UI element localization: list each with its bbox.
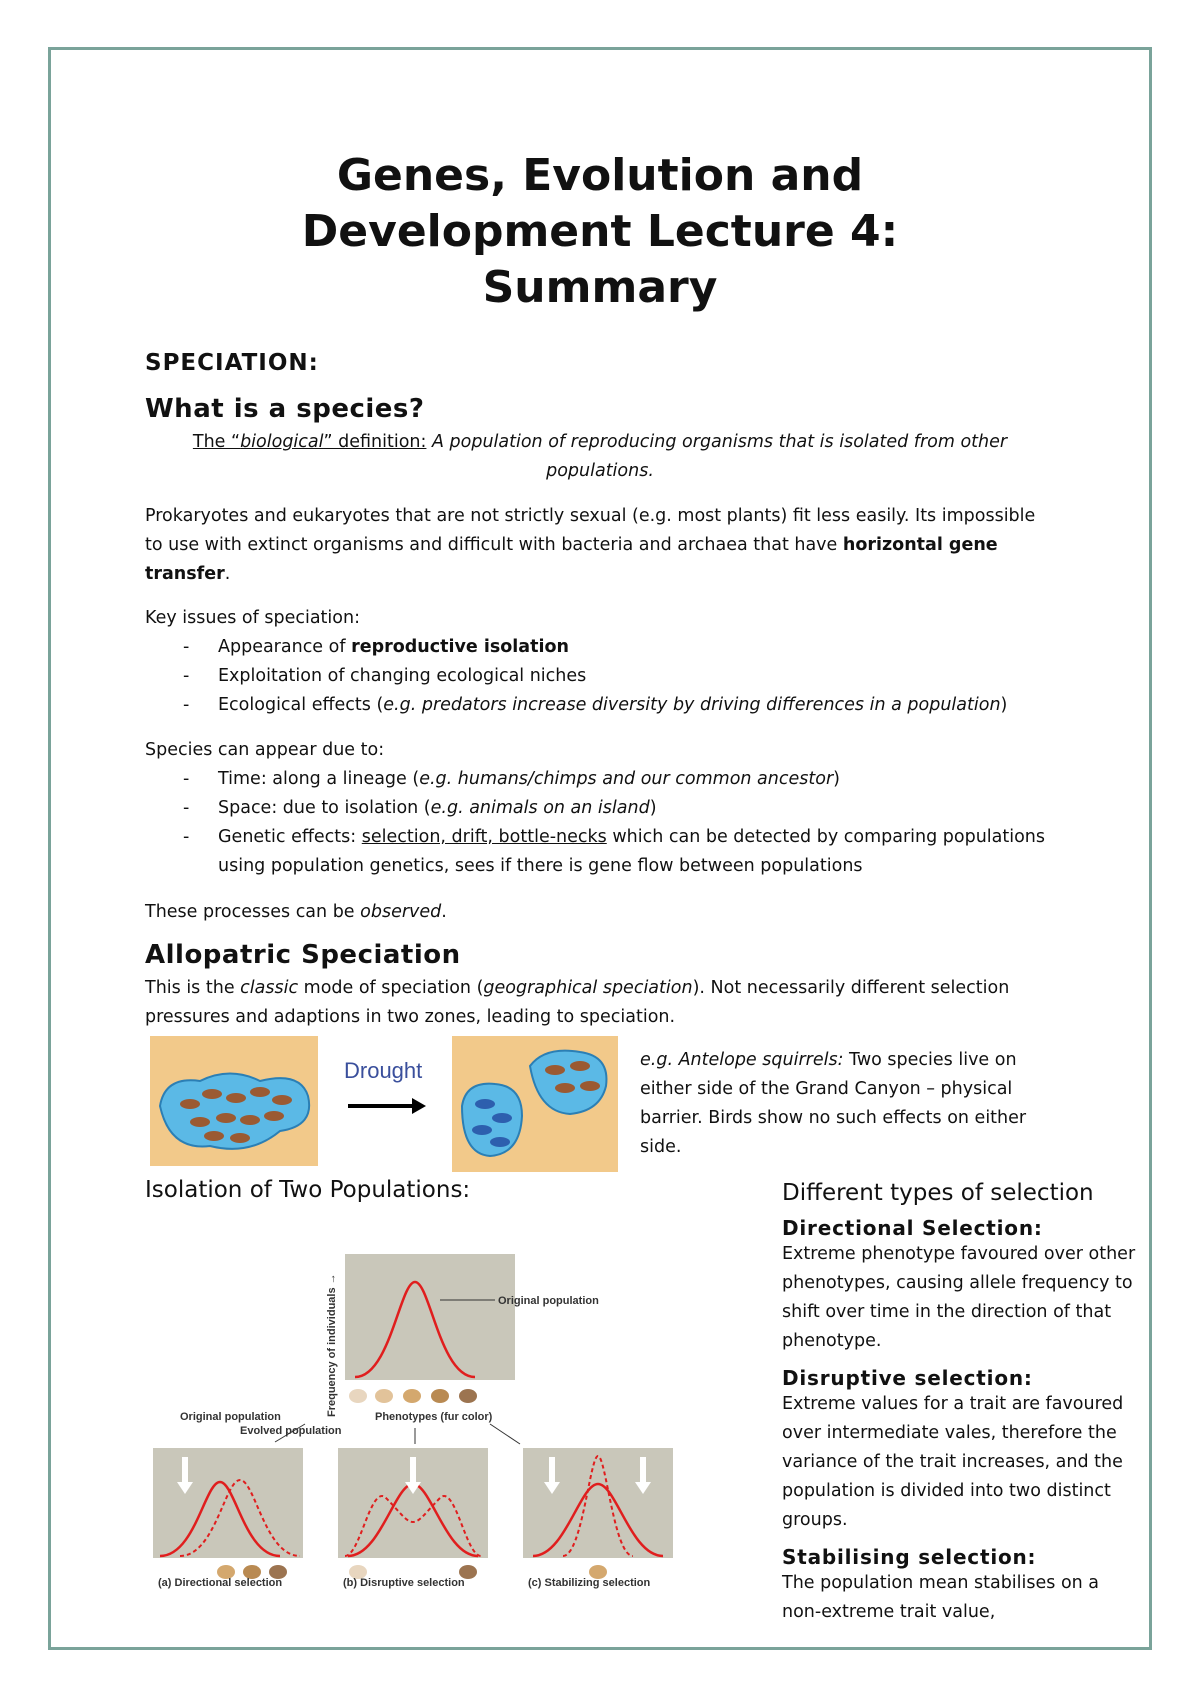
plot-a — [153, 1448, 303, 1558]
allopatric-paragraph: This is the classic mode of speciation (geographical speciation). Not necessarily different selection pressures and adaptions in two zones, leading to speciation. — [145, 978, 1010, 1027]
y-axis-label: Frequency of individuals → — [326, 1273, 338, 1417]
list-item: - Time: along a lineage (e.g. humans/chimps and our common ancestor) — [145, 765, 1045, 794]
key-issues-block — [145, 604, 1075, 720]
directional-text: Extreme phenotype favoured over other phenotypes, causing allele frequency to shift over time in the direction of that phenotype. — [782, 1244, 1136, 1351]
plot-c — [523, 1448, 673, 1558]
definition-label: The “biological” definition: — [192, 432, 427, 452]
stabilising-text: The population mean stabilises on a non-extreme trait value, — [782, 1573, 1100, 1622]
caption-a: (a) Directional selection — [158, 1577, 283, 1589]
biological-definition — [160, 428, 1040, 486]
plot-c-arrow-right — [640, 1457, 646, 1483]
definition-text: A population of reproducing organisms that is isolated from other populations. — [426, 432, 1008, 481]
arrow-head — [412, 1098, 426, 1114]
original-small-label: Original population — [180, 1411, 281, 1423]
caption-c: (c) Stabilizing selection — [528, 1577, 651, 1589]
original-population-label: Original population — [498, 1295, 599, 1307]
key-issues-list — [145, 633, 1075, 720]
title-line-3: Summary — [482, 262, 718, 313]
page-title — [0, 148, 1200, 316]
directional-heading: Directional Selection: — [782, 1216, 1043, 1240]
mouse-row-top — [349, 1389, 477, 1403]
plot-b-arrow — [410, 1457, 416, 1483]
squirrel-example: e.g. Antelope squirrels: Two species live on either side of the Grand Canyon – physical barrier. Birds show no such effects on either side. — [640, 1050, 1027, 1157]
selection-figure — [150, 1212, 680, 1590]
plot-a-bg — [153, 1448, 303, 1558]
drought-label: Drought — [344, 1058, 423, 1083]
observed-line: These processes can be observed. — [145, 902, 447, 922]
arrow-to-c — [490, 1424, 520, 1444]
species-appear-list — [145, 765, 1045, 881]
disruptive-heading: Disruptive selection: — [782, 1366, 1033, 1390]
allopatric-heading: Allopatric Speciation — [145, 940, 461, 970]
list-item: - Genetic effects: selection, drift, bottle-necks which can be detected by comparing populations using population genetics, sees if there is gene flow between populations — [145, 823, 1045, 881]
species-appear-intro: Species can appear due to: — [145, 740, 385, 760]
list-item: - Exploitation of changing ecological niches — [145, 662, 1075, 691]
isolation-heading: Isolation of Two Populations: — [145, 1177, 471, 1203]
evolved-small-label: Evolved population — [240, 1425, 342, 1437]
list-item: - Ecological effects (e.g. predators increase diversity by driving differences in a population) — [145, 691, 1075, 720]
selection-types-heading: Different types of selection — [782, 1180, 1094, 1206]
prokaryotes-paragraph: Prokaryotes and eukaryotes that are not strictly sexual (e.g. most plants) fit less easily. Its impossible to use with extinct organisms and difficult with bacteria and archaea that have horizontal gene transfer. — [145, 506, 1036, 584]
top-plot-bg — [345, 1254, 515, 1380]
stabilising-heading: Stabilising selection: — [782, 1545, 1037, 1569]
plot-c-bg — [523, 1448, 673, 1558]
species-appear-block — [145, 736, 1045, 881]
pond-left — [462, 1084, 522, 1156]
disruptive-text: Extreme values for a trait are favoured over intermediate vales, therefore the variance of the trait increases, and the population is divided into two distinct groups. — [782, 1394, 1124, 1530]
key-issues-intro: Key issues of speciation: — [145, 608, 360, 628]
speciation-heading: SPECIATION: — [145, 350, 319, 376]
caption-b: (b) Disruptive selection — [343, 1577, 465, 1589]
selection-types-column — [782, 1180, 1182, 1627]
title-line-1: Genes, Evolution and — [336, 150, 864, 201]
list-item: - Appearance of reproductive isolation — [145, 633, 1075, 662]
plot-c-arrow-left — [549, 1457, 555, 1483]
phenotypes-label: Phenotypes (fur color) — [375, 1411, 493, 1423]
plot-a-arrow — [182, 1457, 188, 1483]
title-line-2: Development Lecture 4: — [301, 206, 899, 257]
plot-b — [338, 1448, 488, 1558]
list-item: - Space: due to isolation (e.g. animals on an island) — [145, 794, 1045, 823]
what-is-species-heading: What is a species? — [145, 394, 425, 424]
drought-illustration — [150, 1036, 620, 1174]
